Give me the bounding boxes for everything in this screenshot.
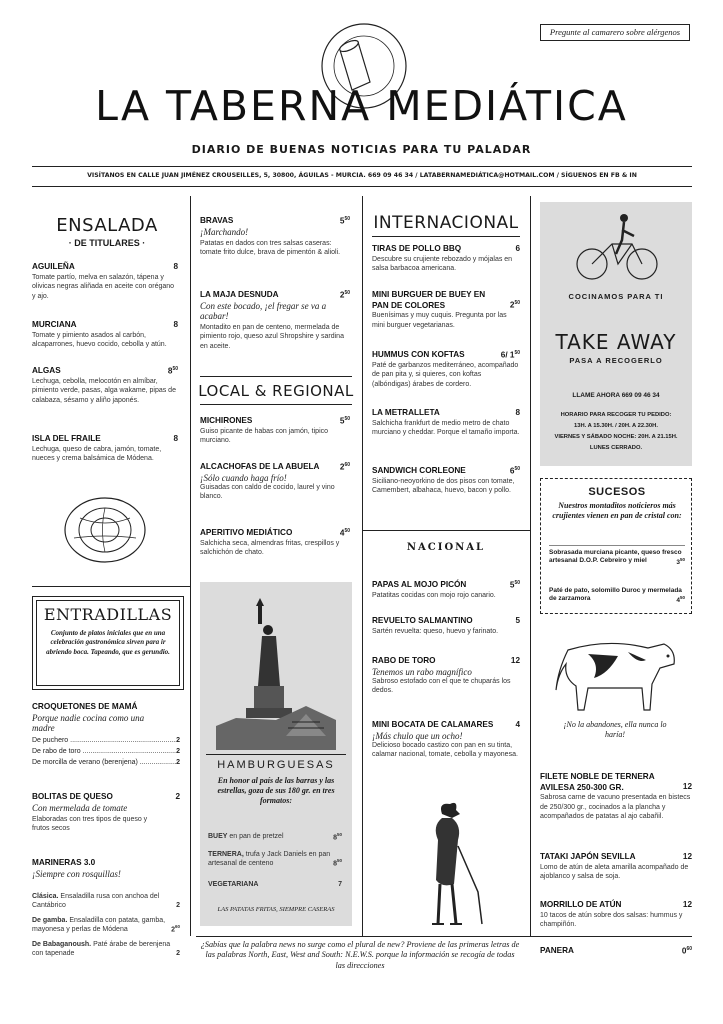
marinera-row — [32, 916, 180, 935]
menu-item — [540, 900, 692, 930]
price-cents: 50 — [514, 350, 520, 356]
item-name: HUMMUS CON KOFTAS — [372, 350, 465, 359]
item-name: MICHIRONES — [200, 416, 253, 425]
marinera-row — [32, 892, 180, 911]
cow-caption: ¡No la abandones, ella nunca lo haría! — [563, 720, 667, 739]
item-price — [501, 350, 520, 361]
column-divider — [530, 196, 531, 936]
rooster-gentleman-illustration — [412, 800, 492, 930]
price-main: 4 — [339, 528, 345, 538]
price-cents: 50 — [679, 557, 685, 563]
price-main: 6/ 1 — [500, 350, 515, 360]
item-name: MORRILLO DE ATÚN — [540, 900, 622, 909]
item-price: 5 — [515, 616, 520, 625]
menu-item — [372, 656, 520, 696]
price-row — [32, 746, 180, 757]
item-price — [340, 416, 350, 427]
burger-row — [208, 832, 342, 841]
item-subtitle: ¡Más chulo que un ocho! — [372, 730, 463, 741]
hours-line: LUNES CERRADO. — [589, 445, 643, 451]
item-desc: Lechuga, cebolla, melocotón en almíbar, pimiento verde, pasas, alga wakame, pipas de calabaza, sésamo y aliño japonés. — [32, 377, 176, 404]
row-label: BUEY — [208, 833, 228, 840]
section-rule — [372, 236, 520, 237]
price-cents: 50 — [336, 832, 342, 837]
hamburguesas-rule — [206, 754, 346, 755]
address-bar: VISÍTANOS EN CALLE JUAN JIMÉNEZ CROUSEILLES, 5, 30800, ÁGUILAS - MURCIA. 669 09 46 34 / LATABERNAMEDIÁTICA@HOTMAIL.COM / SÍGUENOS EN FB & IN — [87, 172, 637, 179]
item-name: MURCIANA — [32, 320, 77, 329]
price-cents: 60 — [686, 946, 692, 952]
item-name: FILETE NOBLE DE TERNERA AVILESA 250-300 GR. — [540, 772, 655, 792]
menu-item — [372, 350, 520, 389]
header-rule-top — [32, 166, 692, 167]
item-name: PAPAS AL MOJO PICÓN — [372, 580, 467, 589]
price-main: 8 — [167, 366, 173, 376]
item-subtitle: Con este bocado, ¡el fregar se va a acabar! — [200, 300, 327, 321]
row-text: Ensaladilla con patata, gamba, mayonesa y perlas de Módena — [32, 917, 166, 934]
ensalada-title: ENSALADA — [56, 215, 158, 236]
takeaway-call: LLAME AHORA 669 09 46 34 — [572, 392, 660, 399]
menu-item — [200, 290, 350, 351]
price-main: 5 — [339, 416, 345, 426]
menu-item — [372, 616, 520, 636]
item-desc: Tomate partío, melva en salazón, tápena y olivicas negras aliñada en aceite con orégano y ajo. — [32, 273, 175, 300]
takeaway-arc-top: COCINAMOS PARA TI — [568, 292, 664, 301]
menu-item — [32, 858, 180, 879]
item-subtitle: ¡Marchando! — [200, 226, 249, 237]
price-cents: 50 — [344, 290, 350, 296]
price-main: 0 — [681, 946, 687, 956]
section-rule — [362, 530, 530, 531]
item-price: 8 — [173, 320, 178, 329]
item-desc: Sabrosa carne de vacuno presentada en bistecs de 250/300 gr., cocinados a la plancha y acompañados de patatas al ajo cabañil. — [540, 794, 691, 821]
item-subtitle: ¡Sólo cuando haga frío! — [200, 472, 287, 483]
item-name: ISLA DEL FRAILE — [32, 434, 101, 443]
allergen-note: Pregunte al camarero sobre alérgenos — [540, 24, 690, 41]
item-name: AGUILEÑA — [32, 262, 75, 271]
hamburguesas-footer: LAS PATATAS FRITAS, SIEMPRE CASERAS — [217, 906, 335, 913]
header-rule-bottom — [32, 186, 692, 187]
row-price: 2 — [176, 902, 180, 910]
price-main: 5 — [339, 216, 345, 226]
item-price — [676, 557, 685, 568]
price-cents: 50 — [172, 366, 178, 372]
price-row — [32, 757, 180, 768]
item-price: 8 — [173, 434, 178, 443]
item-name: TATAKI JAPÓN SEVILLA — [540, 852, 636, 861]
row-label: De puchero ..... — [32, 735, 176, 746]
item-subtitle: Con mermelada de tomate — [32, 802, 128, 813]
burger-row — [208, 850, 342, 869]
item-name: Sobrasada murciana picante, queso fresco artesanal D.O.P. Cebreiro y miel — [549, 549, 682, 565]
hamburguesas-panel — [200, 582, 352, 926]
item-name: LA MAJA DESNUDA — [200, 290, 279, 299]
price-cents: 50 — [679, 595, 685, 601]
item-price — [682, 946, 692, 957]
menu-item — [32, 434, 178, 464]
price-main: 2 — [339, 462, 345, 472]
menu-item — [32, 262, 178, 301]
ensalada-subtitle: · DE TITULARES · — [68, 238, 146, 248]
item-name: LA METRALLETA — [372, 408, 440, 417]
row-text: trufa y Jack Daniels en pan artesanal de centeno — [208, 851, 331, 868]
item-price — [340, 528, 350, 539]
menu-item — [540, 852, 692, 882]
item-desc: Salchicha frankfurt de medio metro de chato murciano y cheddar. Porque el tamaño importa. — [372, 419, 520, 437]
price-main: 8 — [333, 834, 337, 842]
tagline: DIARIO DE BUENAS NOTICIAS PARA TU PALADAR — [191, 143, 532, 156]
item-name: BOLITAS DE QUESO — [32, 792, 113, 801]
statue-of-liberty-illustration — [216, 596, 336, 750]
sucesos-item — [549, 587, 685, 606]
menu-item — [200, 216, 350, 258]
row-text: en pan de pretzel — [227, 833, 284, 840]
takeaway-title: TAKE AWAY — [555, 330, 677, 354]
column-divider — [190, 586, 191, 936]
row-price — [171, 924, 180, 935]
item-name: ALGAS — [32, 366, 61, 375]
item-price — [510, 466, 520, 477]
price-main: 4 — [676, 597, 680, 605]
menu-item — [200, 416, 350, 446]
item-desc: Siciliano-neoyorkino de dos pisos con tomate, Camembert, albahaca, huevo, bacon y pollo. — [372, 477, 515, 495]
section-rule — [196, 936, 692, 937]
menu-item — [372, 580, 520, 600]
item-desc: Elaboradas con tres tipos de queso y frutos secos — [32, 815, 148, 833]
row-label: De Babaganoush. — [32, 941, 92, 948]
item-name: ALCACHOFAS DE LA ABUELA — [200, 462, 320, 471]
price-cents: 50 — [336, 858, 342, 864]
row-price: 2 — [176, 747, 180, 755]
item-desc: Tomate y pimiento asados al carbón, alcaparrones, huevo cocido, cebolla y atún. — [32, 331, 167, 349]
price-main: 3 — [676, 559, 680, 567]
menu-item — [372, 466, 520, 496]
item-desc: Sartén revuelta: queso, huevo y farinato. — [372, 627, 499, 635]
item-price: 12 — [510, 656, 520, 665]
item-price — [510, 300, 520, 311]
row-price: 2 — [176, 736, 180, 744]
item-desc: Guisadas con caldo de cocido, laurel y vino blanco. — [200, 483, 335, 501]
row-label: De gamba. — [32, 917, 68, 924]
item-desc: Descubre su crujiente rebozado y mójalas en salsa barbacoa americana. — [372, 255, 513, 273]
column-divider — [190, 196, 191, 586]
entradillas-intro: Conjunto de platos iniciales que en una celebración gastronómica sirven para ir abriendo boca. Tapeando, que es gerundio. — [46, 629, 170, 656]
row-text: Ensaladilla rusa con anchoa del Cantábrico — [32, 893, 160, 910]
item-name: APERITIVO MEDIÁTICO — [200, 528, 293, 537]
price-main: 5 — [509, 580, 515, 590]
bicycle-illustration — [576, 212, 658, 282]
price-cents: 50 — [344, 416, 350, 422]
item-name: CROQUETONES DE MAMÁ — [32, 702, 138, 711]
item-subtitle: Tenemos un rabo magnífico — [372, 666, 472, 677]
item-price — [340, 290, 350, 301]
item-price: 12 — [682, 852, 692, 861]
menu-item — [372, 408, 520, 438]
nacional-title: NACIONAL — [406, 542, 486, 553]
item-desc: 10 tacos de atún sobre dos salsas: hummus y champiñón. — [540, 911, 683, 929]
price-main: 8 — [333, 860, 337, 868]
price-main: 2 — [339, 290, 345, 300]
menu-item — [32, 702, 180, 768]
menu-item — [200, 462, 350, 502]
menu-item — [200, 528, 350, 558]
column-divider — [362, 196, 363, 530]
item-desc: Sabroso estofado con el que te chuparás los dedos. — [372, 677, 511, 695]
item-price: 2 — [175, 792, 180, 801]
item-name: SANDWICH CORLEONE — [372, 466, 466, 475]
menu-item — [32, 320, 178, 350]
price-cents: 50 — [514, 300, 520, 306]
takeaway-arc-bottom: PASA A RECOGERLO — [569, 356, 663, 365]
item-name: MARINERAS 3.0 — [32, 858, 96, 867]
section-rule — [32, 586, 190, 587]
row-label: TERNERA, — [208, 851, 244, 858]
cow-illustration — [548, 634, 684, 714]
item-price — [168, 366, 178, 377]
row-price: 2 — [176, 758, 180, 766]
sucesos-box — [540, 478, 692, 614]
item-name: REVUELTO SALMANTINO — [372, 616, 473, 625]
internacional-title: INTERNACIONAL — [373, 213, 519, 233]
row-text: Paté árabe de berenjena con tapenade — [32, 941, 171, 958]
price-cents: 50 — [344, 528, 350, 534]
item-name: MINI BURGUER DE BUEY EN PAN DE COLORES — [372, 290, 486, 310]
row-price — [333, 832, 342, 843]
entradillas-title: ENTRADILLAS — [43, 605, 173, 624]
item-name: MINI BOCATA DE CALAMARES — [372, 720, 494, 729]
sucesos-intro: Nuestros montaditos noticieros más crujientes vienen en pan de cristal con: — [552, 501, 682, 520]
menu-item — [372, 244, 520, 274]
item-price: 12 — [682, 782, 692, 791]
price-main: 6 — [509, 466, 515, 476]
item-name: RABO DE TORO — [372, 656, 436, 665]
price-cents: 50 — [344, 216, 350, 222]
menu-item — [540, 772, 692, 822]
item-desc: Montadito en pan de centeno, mermelada de pimiento rojo, queso azul Shropshire y sardina en aceite. — [200, 323, 344, 350]
entradillas-box — [32, 596, 184, 690]
menu-item — [32, 792, 180, 834]
item-price: 4 — [515, 720, 520, 729]
price-cents: 50 — [514, 580, 520, 586]
item-price: 6 — [515, 244, 520, 253]
item-desc: Buenísimas y muy cuquis. Pregunta por las mini burguer vegetarianas. — [372, 312, 507, 329]
row-price — [333, 858, 342, 869]
item-price — [510, 580, 520, 591]
row-label: VEGETARIANA — [208, 881, 259, 888]
column-divider — [362, 530, 363, 936]
hours-line: 13H. A 15.30H. / 20H. A 22.30H. — [574, 423, 658, 429]
price-main: 2 — [171, 926, 175, 934]
local-title: LOCAL & REGIONAL — [198, 382, 354, 400]
section-rule — [200, 376, 352, 377]
item-name: Paté de pato, solomillo Duroc y mermelada de zarzamora — [549, 587, 682, 603]
item-price: 8 — [515, 408, 520, 417]
hours-line: VIERNES Y SÁBADO NOCHE: 20H. A 21.15H. — [554, 434, 678, 440]
item-desc: Patatitas cocidas con mojo rojo canario. — [372, 591, 496, 599]
price-cents: 60 — [344, 462, 350, 468]
price-cents: 50 — [514, 466, 520, 472]
item-price: 8 — [173, 262, 178, 271]
sucesos-item — [549, 549, 685, 568]
item-price — [340, 462, 350, 473]
item-desc: Lomo de atún de aleta amarilla acompañado de ajoblanco y salsa de soja. — [540, 863, 689, 881]
menu-item — [372, 720, 520, 760]
takeaway-hours — [540, 410, 692, 454]
menu-item — [540, 946, 692, 957]
item-name: PANERA — [540, 946, 574, 955]
item-desc: Delicioso bocado castizo con pan en su tinta, calamar nacional, tomate, cebolla y mayonesa. — [372, 741, 518, 759]
item-desc: Salchicha seca, almendras fritas, crespillos y salchichón de chato. — [200, 539, 340, 557]
sucesos-title: SUCESOS — [588, 486, 646, 498]
hours-line: HORARIO PARA RECOGER TU PEDIDO: — [560, 412, 672, 418]
item-subtitle: ¡Siempre con rosquillas! — [32, 868, 121, 879]
page-title: LA TABERNA MEDIÁTICA — [95, 82, 628, 130]
item-name: TIRAS DE POLLO BBQ — [372, 244, 462, 253]
row-price: 2 — [176, 950, 180, 958]
hamburguesas-intro: En honor al país de las barras y las estrellas, goza de sus 180 gr. en tres formatos: — [217, 776, 335, 805]
item-desc: Guiso picante de habas con jamón, tipico murciano. — [200, 427, 329, 445]
sucesos-rule — [549, 545, 685, 546]
row-label: De rabo de toro ..... — [32, 746, 176, 757]
row-label: De morcilla de verano (berenjena) ..... — [32, 757, 176, 768]
cabbage-illustration — [60, 488, 150, 566]
takeaway-panel — [540, 202, 692, 466]
item-price — [340, 216, 350, 227]
menu-item — [372, 290, 520, 330]
item-desc: Lechuga, queso de cabra, jamón, tomate, nueces y crema balsámica de Módena. — [32, 445, 162, 463]
marinera-row — [32, 940, 180, 959]
item-desc: Paté de garbanzos mediterráneo, acompañado de pan pita y, si quieres, con koftas (albóndigas) árabes de cordero. — [372, 361, 519, 388]
row-label: Clásica. — [32, 893, 59, 900]
hamburguesas-title: HAMBURGUESAS — [217, 759, 335, 771]
footer-note: ¿Sabías que la palabra news no surge como el plural de new? Proviene de las primeras letras de las palabras North, East, West and South: N.E.W.S. porque la información se recogía de todas las direcciones — [200, 940, 520, 970]
section-rule — [200, 404, 352, 405]
price-cents: 60 — [174, 924, 180, 930]
item-name: BRAVAS — [200, 216, 234, 225]
row-price: 7 — [338, 881, 342, 888]
item-price: 12 — [682, 900, 692, 909]
item-subtitle: Porque nadie cocina como una madre — [32, 712, 145, 733]
burger-row — [208, 880, 342, 889]
item-desc: Patatas en dados con tres salsas caseras: tomate frito dulce, brava de pimentón & alioli. — [200, 239, 341, 257]
price-main: 2 — [509, 300, 515, 310]
menu-item — [32, 366, 178, 405]
item-price — [676, 595, 685, 606]
price-row — [32, 735, 180, 746]
